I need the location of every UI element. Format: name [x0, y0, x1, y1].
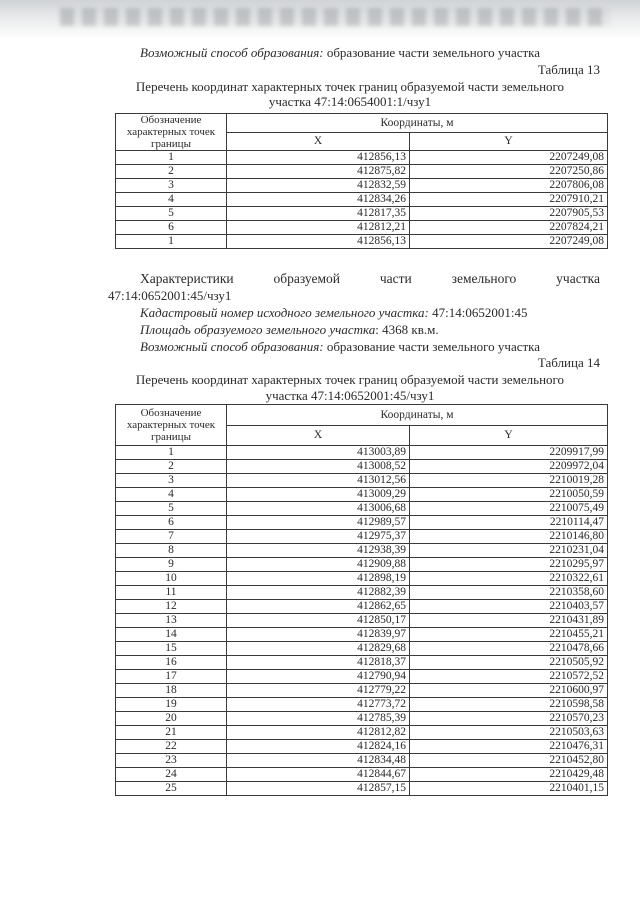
table-row — [116, 684, 608, 698]
point-cell: 6 — [116, 221, 227, 235]
x-cell: 412779,22 — [227, 684, 410, 698]
table-row — [116, 712, 608, 726]
table-row — [116, 586, 608, 600]
x-cell: 412829,68 — [227, 642, 410, 656]
table-row — [116, 614, 608, 628]
col-header-x: X — [227, 426, 410, 446]
y-cell: 2207910,21 — [410, 193, 608, 207]
point-cell: 19 — [116, 698, 227, 712]
x-cell: 412875,82 — [227, 165, 410, 179]
y-cell: 2210429,48 — [410, 768, 608, 782]
y-cell: 2207249,08 — [410, 151, 608, 165]
y-cell: 2210401,15 — [410, 782, 608, 796]
table-14-heading: Перечень координат характерных точек границ образуемой части земельного — [135, 372, 565, 387]
point-cell: 6 — [116, 516, 227, 530]
point-cell: 3 — [116, 474, 227, 488]
y-cell: 2207249,08 — [410, 235, 608, 249]
table-14-heading-2: участка 47:14:0652001:45/чзу1 — [265, 388, 435, 403]
col-header-coords: Координаты, м — [227, 405, 608, 426]
col-header-point: Обозначение характерных точек границы — [116, 405, 227, 446]
x-cell: 412818,37 — [227, 656, 410, 670]
y-cell: 2210075,49 — [410, 502, 608, 516]
area-line — [140, 322, 439, 337]
point-cell: 24 — [116, 768, 227, 782]
y-cell: 2210598,58 — [410, 698, 608, 712]
table-row — [116, 740, 608, 754]
y-cell: 2210231,04 — [410, 544, 608, 558]
y-cell: 2210114,47 — [410, 516, 608, 530]
y-cell: 2207250,86 — [410, 165, 608, 179]
cadastral-line — [140, 305, 527, 320]
point-cell: 13 — [116, 614, 227, 628]
table-row — [116, 151, 608, 165]
point-cell: 20 — [116, 712, 227, 726]
point-cell: 25 — [116, 782, 227, 796]
x-cell: 412938,39 — [227, 544, 410, 558]
point-cell: 17 — [116, 670, 227, 684]
table-row — [116, 544, 608, 558]
point-cell: 1 — [116, 446, 227, 460]
col-header-coords: Координаты, м — [227, 114, 608, 133]
table-row — [116, 460, 608, 474]
table-row — [116, 488, 608, 502]
col-header-y: Y — [410, 133, 608, 151]
y-cell: 2210050,59 — [410, 488, 608, 502]
table-row — [116, 782, 608, 796]
point-cell: 1 — [116, 151, 227, 165]
cadastral-label: Кадастровый номер исходного земельного участка: — [140, 305, 429, 320]
y-cell: 2210503,63 — [410, 726, 608, 740]
y-cell: 2210572,52 — [410, 670, 608, 684]
table-row — [116, 207, 608, 221]
point-cell: 5 — [116, 207, 227, 221]
y-cell: 2210403,57 — [410, 600, 608, 614]
cadastral-value: 47:14:0652001:45 — [432, 305, 528, 320]
x-cell: 412817,35 — [227, 207, 410, 221]
x-cell: 412790,94 — [227, 670, 410, 684]
table-14-label: Таблица 14 — [537, 355, 600, 370]
coordinates-table-14 — [115, 404, 608, 796]
point-cell: 22 — [116, 740, 227, 754]
table-row — [116, 474, 608, 488]
x-cell: 413003,89 — [227, 446, 410, 460]
coordinates-table-13 — [115, 113, 608, 249]
point-cell: 4 — [116, 193, 227, 207]
method-label: Возможный способ образования: — [140, 45, 324, 60]
y-cell: 2210600,97 — [410, 684, 608, 698]
y-cell: 2210452,80 — [410, 754, 608, 768]
point-cell: 9 — [116, 558, 227, 572]
y-cell: 2207806,08 — [410, 179, 608, 193]
point-cell: 8 — [116, 544, 227, 558]
point-cell: 10 — [116, 572, 227, 586]
x-cell: 412882,39 — [227, 586, 410, 600]
point-cell: 7 — [116, 530, 227, 544]
x-cell: 412812,21 — [227, 221, 410, 235]
x-cell: 413009,29 — [227, 488, 410, 502]
area-label: Площадь образуемого земельного участка — [140, 322, 376, 337]
y-cell: 2209917,99 — [410, 446, 608, 460]
point-cell: 23 — [116, 754, 227, 768]
table-row — [116, 628, 608, 642]
point-cell: 1 — [116, 235, 227, 249]
table-row — [116, 754, 608, 768]
table-row — [116, 502, 608, 516]
table-row — [116, 600, 608, 614]
point-cell: 5 — [116, 502, 227, 516]
table-13-label: Таблица 13 — [537, 62, 600, 77]
point-cell: 2 — [116, 165, 227, 179]
table-row — [116, 642, 608, 656]
y-cell: 2210295,97 — [410, 558, 608, 572]
table-row — [116, 670, 608, 684]
y-cell: 2210455,21 — [410, 628, 608, 642]
table-row — [116, 726, 608, 740]
x-cell: 412839,97 — [227, 628, 410, 642]
y-cell: 2210431,89 — [410, 614, 608, 628]
col-header-y: Y — [410, 426, 608, 446]
point-cell: 11 — [116, 586, 227, 600]
table-row — [116, 516, 608, 530]
table-row — [116, 179, 608, 193]
y-cell: 2210146,80 — [410, 530, 608, 544]
table-row — [116, 656, 608, 670]
y-cell: 2210476,31 — [410, 740, 608, 754]
method-value: образование части земельного участка — [326, 45, 541, 60]
point-cell: 4 — [116, 488, 227, 502]
x-cell: 412832,59 — [227, 179, 410, 193]
table-row — [116, 768, 608, 782]
point-cell: 3 — [116, 179, 227, 193]
x-cell: 412834,26 — [227, 193, 410, 207]
x-cell: 412857,15 — [227, 782, 410, 796]
x-cell: 412989,57 — [227, 516, 410, 530]
table-13-heading: Перечень координат характерных точек границ образуемой части земельного — [135, 79, 565, 94]
method-line-13 — [140, 45, 540, 60]
x-cell: 412773,72 — [227, 698, 410, 712]
table-row — [116, 235, 608, 249]
point-cell: 14 — [116, 628, 227, 642]
y-cell: 2210358,60 — [410, 586, 608, 600]
point-cell: 15 — [116, 642, 227, 656]
x-cell: 412909,88 — [227, 558, 410, 572]
x-cell: 412812,82 — [227, 726, 410, 740]
point-cell: 18 — [116, 684, 227, 698]
y-cell: 2210505,92 — [410, 656, 608, 670]
table-row — [116, 530, 608, 544]
table-13-heading-2: участка 47:14:0654001:1/чзу1 — [268, 94, 432, 109]
table-row — [116, 193, 608, 207]
x-cell: 413006,68 — [227, 502, 410, 516]
x-cell: 412898,19 — [227, 572, 410, 586]
char-word: Характеристики — [140, 271, 234, 286]
x-cell: 412856,13 — [227, 151, 410, 165]
char-word: земельного — [451, 271, 517, 286]
method-label: Возможный способ образования: — [140, 339, 324, 354]
col-header-x: X — [227, 133, 410, 151]
point-cell: 21 — [116, 726, 227, 740]
x-cell: 413012,56 — [227, 474, 410, 488]
characteristics-line — [140, 271, 600, 286]
y-cell: 2210322,61 — [410, 572, 608, 586]
x-cell: 412834,48 — [227, 754, 410, 768]
x-cell: 412824,16 — [227, 740, 410, 754]
characteristics-line-2: 47:14:0652001:45/чзу1 — [108, 288, 232, 303]
x-cell: 412856,13 — [227, 235, 410, 249]
area-value: : 4368 кв.м. — [375, 322, 439, 337]
point-cell: 16 — [116, 656, 227, 670]
y-cell: 2210019,28 — [410, 474, 608, 488]
x-cell: 413008,52 — [227, 460, 410, 474]
col-header-point: Обозначение характерных точек границы — [116, 114, 227, 151]
x-cell: 412975,37 — [227, 530, 410, 544]
y-cell: 2207824,21 — [410, 221, 608, 235]
char-word: участка — [556, 271, 600, 286]
y-cell: 2210570,23 — [410, 712, 608, 726]
y-cell: 2210478,66 — [410, 642, 608, 656]
x-cell: 412785,39 — [227, 712, 410, 726]
method-value: образование части земельного участка — [326, 339, 541, 354]
y-cell: 2209972,04 — [410, 460, 608, 474]
x-cell: 412844,67 — [227, 768, 410, 782]
table-row — [116, 165, 608, 179]
table-row — [116, 221, 608, 235]
point-cell: 2 — [116, 460, 227, 474]
table-row — [116, 698, 608, 712]
char-word: образуемой — [273, 271, 340, 286]
y-cell: 2207905,53 — [410, 207, 608, 221]
method-line-14 — [140, 339, 540, 354]
x-cell: 412862,65 — [227, 600, 410, 614]
char-word: части — [379, 271, 412, 286]
table-row — [116, 572, 608, 586]
table-row — [116, 446, 608, 460]
x-cell: 412850,17 — [227, 614, 410, 628]
point-cell: 12 — [116, 600, 227, 614]
table-row — [116, 558, 608, 572]
